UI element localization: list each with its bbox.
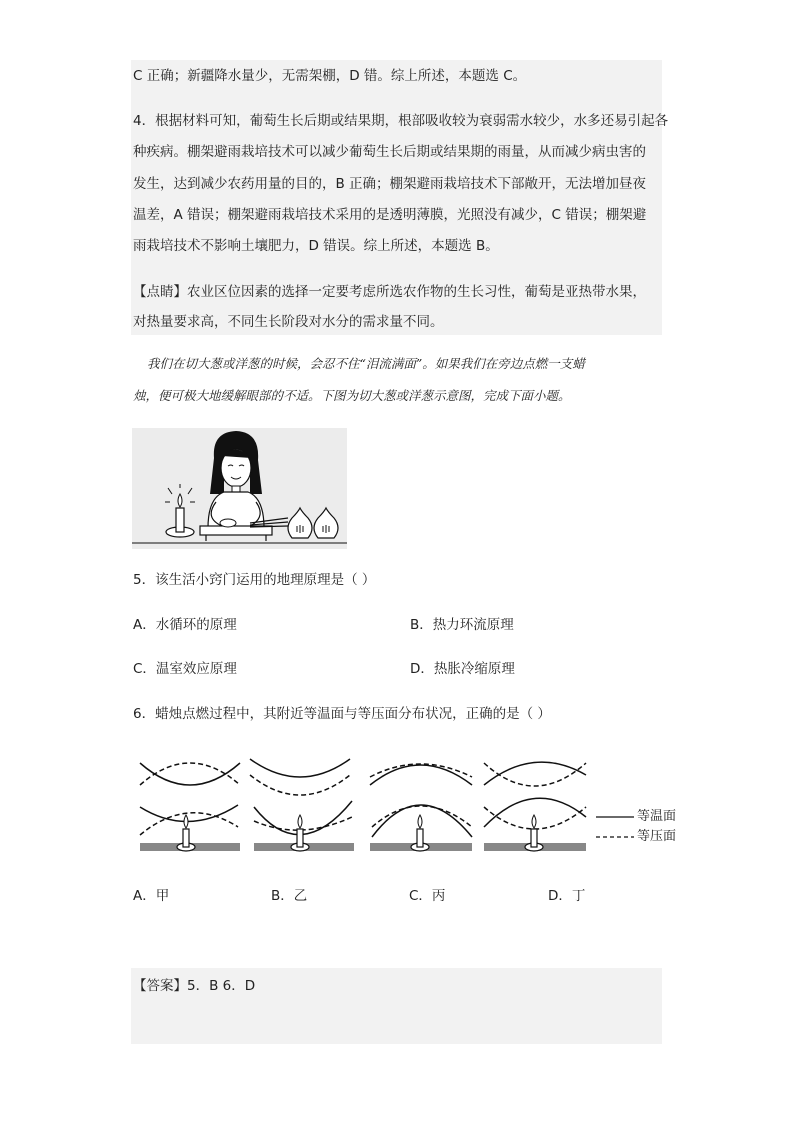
isotherm-isobar-panels xyxy=(138,745,698,863)
isotherm-isobar-diagram xyxy=(138,745,698,863)
q6-option-b[interactable]: B．乙 xyxy=(271,888,308,904)
q4-explanation-line-2: 种疾病。棚架避雨栽培技术可以减少葡萄生长后期或结果期的雨量，从而减少病虫害的 xyxy=(133,144,646,160)
legend-isotherm-label: 等温面 xyxy=(637,809,677,824)
tip-line-1: 【点睛】农业区位因素的选择一定要考虑所选农作物的生长习性，葡萄是亚热带水果， xyxy=(133,284,646,300)
q5-stem: 5．该生活小窍门运用的地理原理是（ ） xyxy=(133,572,376,588)
panel-jia xyxy=(140,763,240,835)
q6-option-c[interactable]: C．丙 xyxy=(409,888,446,904)
onion-cutting-drawing xyxy=(132,428,347,549)
answer-text: 【答案】5．B 6．D xyxy=(133,978,256,994)
explanation-line-1: C 正确；新疆降水量少，无需架棚，D 错。综上所述，本题选 C。 xyxy=(133,68,527,84)
q6-option-d[interactable]: D．丁 xyxy=(548,888,586,904)
material-intro-line-1: 我们在切大葱或洋葱的时候，会忍不住“泪流满面”。如果我们在旁边点燃一支蜡 xyxy=(147,356,585,371)
q5-option-b[interactable]: B．热力环流原理 xyxy=(410,617,514,633)
q4-explanation-line-5: 雨栽培技术不影响土壤肥力，D 错误。综上所述，本题选 B。 xyxy=(133,238,499,254)
q5-option-a[interactable]: A．水循环的原理 xyxy=(133,617,237,633)
material-intro-line-2: 烛，便可极大地缓解眼部的不适。下图为切大葱或洋葱示意图，完成下面小题。 xyxy=(133,388,571,403)
q5-option-d[interactable]: D．热胀冷缩原理 xyxy=(410,661,515,677)
q5-option-c[interactable]: C．温室效应原理 xyxy=(133,661,237,677)
q4-explanation-line-3: 发生，达到减少农药用量的目的，B 正确；棚架避雨栽培技术下部敞开，无法增加昼夜 xyxy=(133,176,647,192)
ground-strips xyxy=(140,843,586,851)
q6-stem: 6．蜡烛点燃过程中，其附近等温面与等压面分布状况，正确的是（ ） xyxy=(133,706,551,722)
q4-explanation-line-1: 4．根据材料可知，葡萄生长后期或结果期，根部吸收较为衰弱需水较少，水多还易引起各 xyxy=(133,113,669,129)
tip-line-2: 对热量要求高，不同生长阶段对水分的需求量不同。 xyxy=(133,314,444,330)
q6-option-a[interactable]: A．甲 xyxy=(133,888,170,904)
q4-explanation-line-4: 温差，A 错误；棚架避雨栽培技术采用的是透明薄膜，光照没有减少，C 错误；棚架避 xyxy=(133,207,647,223)
onion-cutting-illustration xyxy=(132,428,347,549)
legend-isobar-label: 等压面 xyxy=(637,829,677,844)
